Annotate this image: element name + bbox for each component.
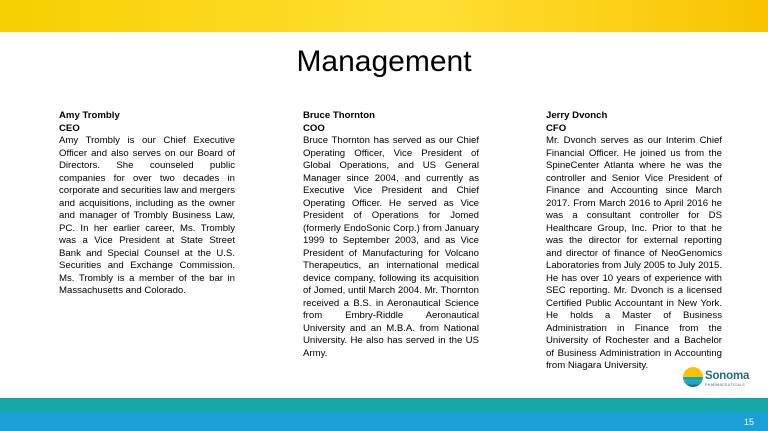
footer-teal-band	[0, 398, 768, 412]
logo-tagline: PHARMACEUTICALS	[705, 383, 746, 387]
person-role: COO	[303, 122, 325, 134]
top-yellow-bar	[0, 0, 768, 32]
sonoma-logo	[682, 366, 750, 392]
logo-brand-name: Sonoma	[705, 370, 750, 382]
person-bio: Bruce Thornton has served as our Chief Operating Officer, Vice President of Global Operations, and US General Manager since 2004, and currently as Executive Vice President and Chief Operating Officer. He served as Vice President of Operations for Jomed (formerly EndoSonic Corp.) from January 1999 to September 2003, and as Vice President of Manufacturing for Volcano Therapeutics, an international medical device company, following its acquisition of Jomed, until March 2004. Mr. Thornton received a B.S. in Aeronautical Science from Embry-Riddle Aeronautical University and an M.B.A. from National University. He also has served in the US Army.	[303, 135, 479, 359]
person-bio: Mr. Dvonch serves as our Interim Chief Financial Officer. He joined us from the SpineCenter Atlanta where he was the controller and Senior Vice President of Finance and Accounting since March 2017. From March 2016 to April 2016 he was a consultant controller for DS Healthcare Group, Inc. Prior to that he was the director for external reporting and director of finance of NeoGenomics Laboratories from July 2005 to July 2015. He has over 10 years of experience with SEC reporting. Mr. Dvonch is a licensed Certified Public Accountant in New York. He holds a Master of Business Administration in Finance from the University of Rochester and a Bachelor of Business Administration in Accounting from Niagara University.	[546, 135, 722, 371]
person-role: CEO	[59, 122, 80, 134]
page-number: 15	[743, 417, 754, 427]
person-card-ceo	[59, 110, 235, 298]
sun-wave-logo-icon	[682, 366, 704, 388]
page-title: Management	[296, 45, 472, 78]
person-name: Jerry Dvonch	[546, 110, 608, 121]
person-bio: Amy Trombly is our Chief Executive Officer and also serves on our Board of Directors. She counseled public companies for over two decades in corporate and securities law and mergers and acquisitions, including as the owner and manager of Trombly Business Law, PC. In her earlier career, Ms. Trombly was a Vice President at State Street Bank and Special Counsel at the U.S. Securities and Exchange Commission. Ms. Trombly is a member of the bar in Massachusetts and Colorado.	[59, 135, 235, 296]
person-card-cfo	[546, 110, 722, 373]
footer-blue-band	[0, 412, 768, 431]
person-name: Amy Trombly	[59, 110, 120, 121]
person-role: CFO	[546, 122, 567, 134]
person-name: Bruce Thornton	[303, 110, 375, 121]
person-card-coo	[303, 110, 479, 360]
